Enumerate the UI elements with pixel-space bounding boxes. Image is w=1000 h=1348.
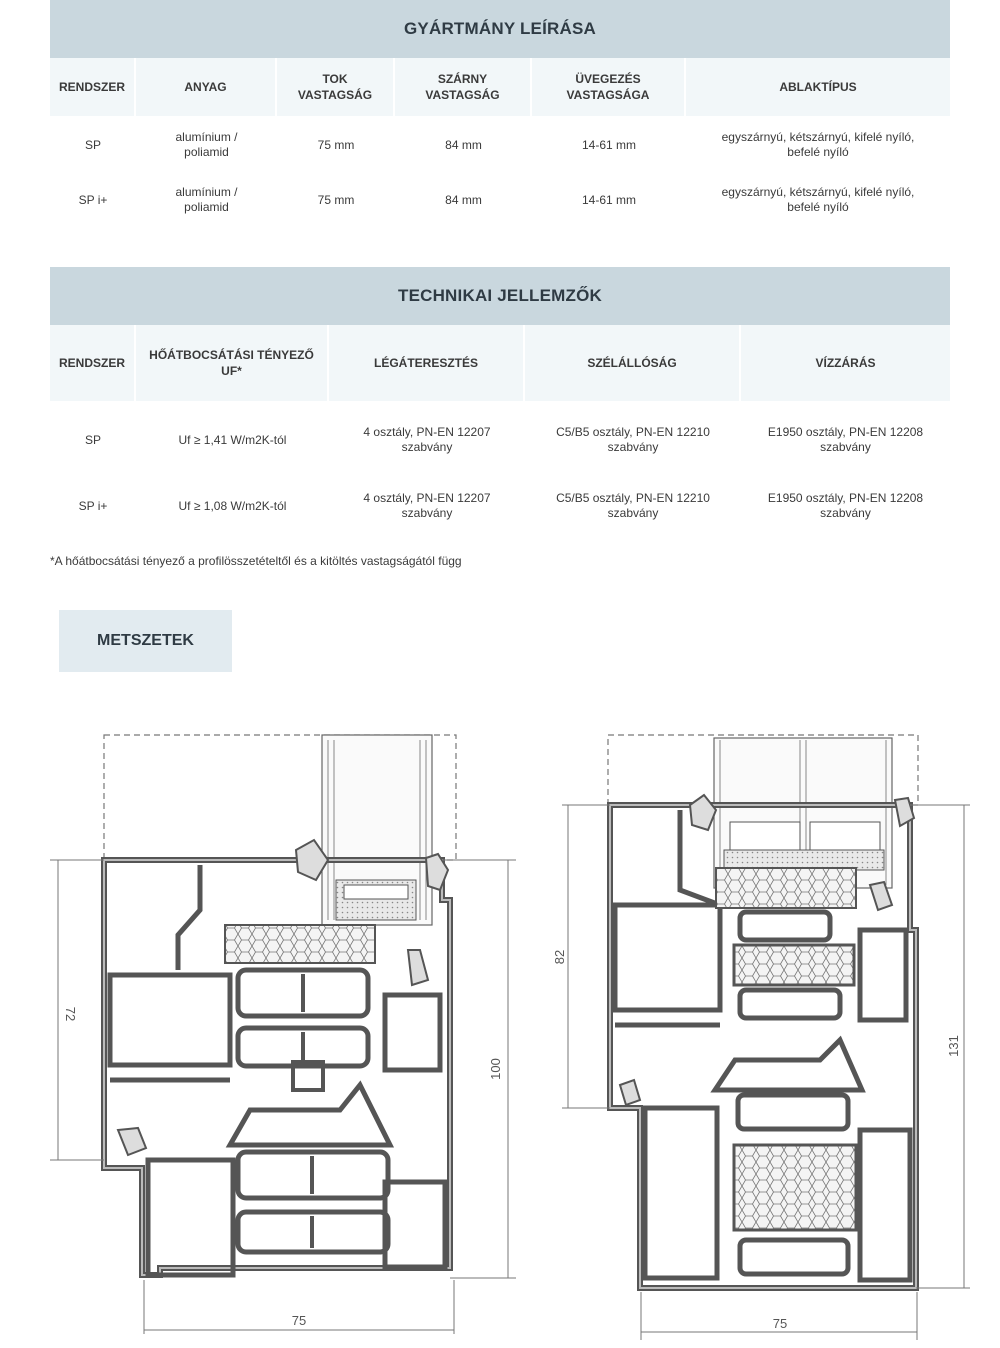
product-header-1: ANYAG bbox=[136, 58, 277, 116]
product-header-row bbox=[50, 58, 950, 116]
product-cell: 84 mm bbox=[445, 192, 482, 207]
technical-cell: Uf ≥ 1,41 W/m2K-tól bbox=[178, 432, 287, 447]
technical-header-4: VÍZZÁRÁS bbox=[741, 325, 950, 401]
product-header-2: TOK VASTAGSÁG bbox=[277, 58, 395, 116]
technical-cell: C5/B5 osztály, PN-EN 12210 szabvány bbox=[556, 491, 710, 520]
product-cell: egyszárnyú, kétszárnyú, kifelé nyíló, befelé nyíló bbox=[721, 185, 915, 214]
technical-cell: 4 osztály, PN-EN 12207 szabvány bbox=[363, 491, 491, 520]
technical-cell: SP i+ bbox=[78, 498, 108, 513]
product-row bbox=[50, 174, 950, 226]
product-header-3: SZÁRNY VASTAGSÁG bbox=[395, 58, 532, 116]
product-header-5: ABLAKTÍPUS bbox=[686, 58, 950, 116]
product-cell: alumínium / poliamid bbox=[175, 130, 238, 159]
product-header-4: ÜVEGEZÉS VASTAGSÁGA bbox=[532, 58, 686, 116]
technical-cell: SP bbox=[84, 432, 101, 447]
product-cell: SP bbox=[84, 137, 101, 152]
technical-section-title: TECHNIKAI JELLEMZŐK bbox=[50, 267, 950, 325]
technical-cell: E1950 osztály, PN-EN 12208 szabvány bbox=[767, 425, 924, 454]
technical-cell: 4 osztály, PN-EN 12207 szabvány bbox=[363, 425, 491, 454]
technical-row bbox=[50, 479, 950, 533]
technical-cell: Uf ≥ 1,08 W/m2K-tól bbox=[178, 498, 287, 513]
product-cell: 14-61 mm bbox=[581, 192, 637, 207]
product-section-title: GYÁRTMÁNY LEÍRÁSA bbox=[50, 0, 950, 58]
product-cell: SP i+ bbox=[78, 192, 108, 207]
left-height-dim-b: 100 bbox=[488, 1058, 503, 1080]
technical-cell: C5/B5 osztály, PN-EN 12210 szabvány bbox=[556, 425, 710, 454]
product-cell: 14-61 mm bbox=[581, 137, 637, 152]
product-row bbox=[50, 116, 950, 174]
product-cell: egyszárnyú, kétszárnyú, kifelé nyíló, befelé nyíló bbox=[721, 130, 915, 159]
left-width-dim: 75 bbox=[291, 1313, 307, 1328]
right-width-dim: 75 bbox=[772, 1316, 788, 1331]
footnote: *A hőátbocsátási tényező a profilösszetételtől és a kitöltés vastagságától függ bbox=[50, 554, 462, 568]
product-table bbox=[50, 58, 950, 226]
product-cell: 75 mm bbox=[317, 192, 355, 207]
technical-header-3: SZÉLÁLLÓSÁG bbox=[525, 325, 741, 401]
technical-row bbox=[50, 401, 950, 479]
product-cell: alumínium / poliamid bbox=[175, 185, 238, 214]
product-header-0: RENDSZER bbox=[50, 58, 136, 116]
right-height-dim-a: 82 bbox=[552, 949, 567, 965]
right-section-drawing bbox=[552, 735, 970, 1340]
technical-header-0: RENDSZER bbox=[50, 325, 136, 401]
product-body bbox=[50, 116, 950, 226]
technical-table bbox=[50, 325, 950, 533]
technical-header-1: HŐÁTBOCSÁTÁSI TÉNYEZŐ UF* bbox=[136, 325, 329, 401]
technical-cell: E1950 osztály, PN-EN 12208 szabvány bbox=[767, 491, 924, 520]
product-cell: 84 mm bbox=[445, 137, 482, 152]
technical-header-row bbox=[50, 325, 950, 401]
cross-section-drawings bbox=[0, 700, 1000, 1348]
right-height-dim-b: 131 bbox=[946, 1035, 961, 1057]
technical-body bbox=[50, 401, 950, 533]
sections-title: METSZETEK bbox=[59, 610, 232, 672]
left-height-dim-a: 72 bbox=[63, 1006, 78, 1022]
technical-header-2: LÉGÁTERESZTÉS bbox=[329, 325, 525, 401]
left-section-drawing bbox=[50, 735, 516, 1334]
product-cell: 75 mm bbox=[317, 137, 355, 152]
